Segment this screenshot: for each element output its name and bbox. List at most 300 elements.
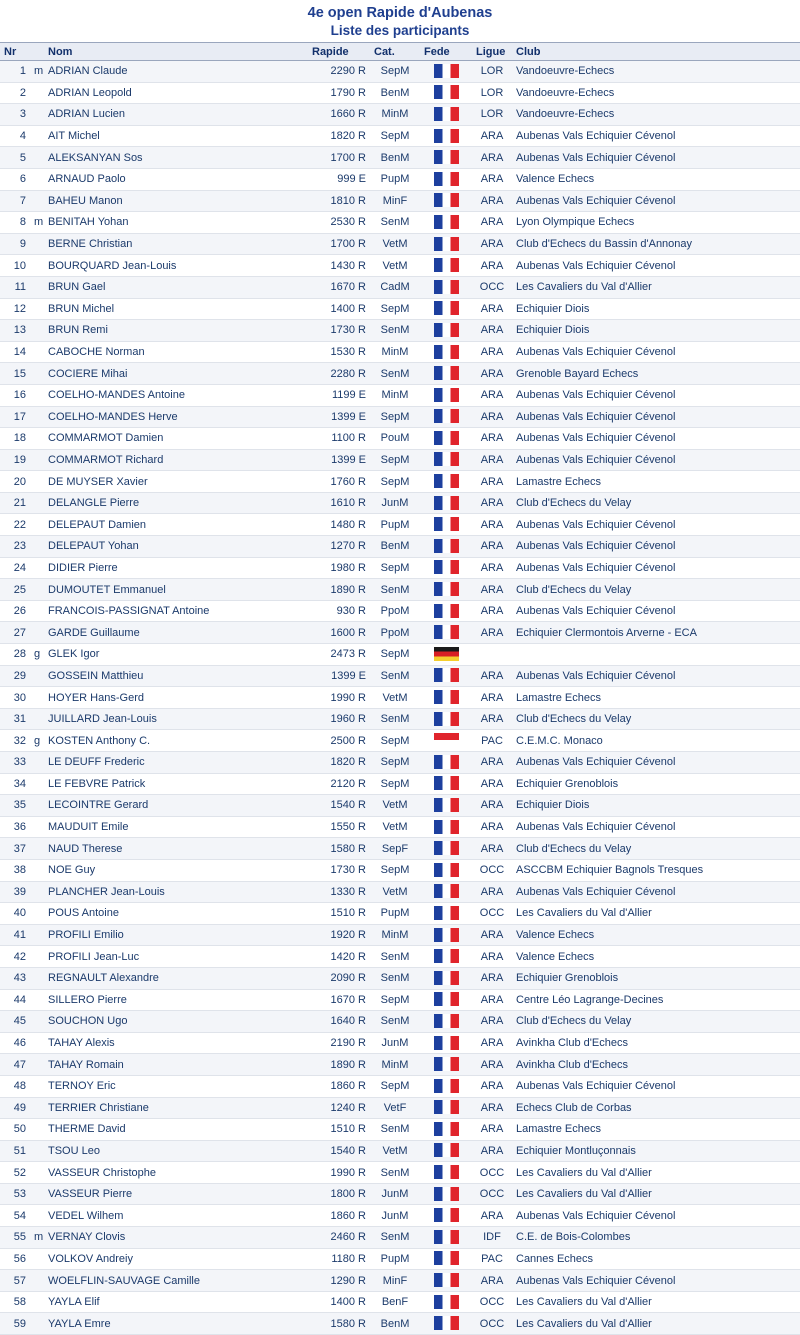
cell-cat: PupM [370,168,420,190]
table-row[interactable] [0,708,800,730]
cell-fede [420,406,472,428]
cell-fede [420,924,472,946]
cell-ligue: ARA [472,773,512,795]
flag-icon-fr [434,150,459,164]
cell-nr: 3 [0,104,30,126]
table-row[interactable] [0,752,800,774]
table-row[interactable] [0,233,800,255]
cell-name: BOURQUARD Jean-Louis [44,255,308,277]
cell-fede [420,61,472,83]
flag-icon-fr [434,1014,459,1028]
flag-icon-fr [434,1295,459,1309]
cell-ligue: ARA [472,536,512,558]
cell-name: COELHO-MANDES Antoine [44,384,308,406]
cell-cat: SenM [370,665,420,687]
cell-ligue: ARA [472,1032,512,1054]
cell-elo: 1800 R [308,1183,370,1205]
cell-title [30,168,44,190]
cell-name: ADRIAN Leopold [44,82,308,104]
cell-name: AIT Michel [44,125,308,147]
table-row[interactable] [0,687,800,709]
cell-name: BRUN Michel [44,298,308,320]
column-header-club[interactable]: Club [512,43,800,61]
cell-nr: 26 [0,600,30,622]
cell-title [30,1291,44,1313]
cell-elo: 1810 R [308,190,370,212]
cell-fede [420,665,472,687]
cell-club: Vandoeuvre-Echecs [512,61,800,83]
table-row[interactable] [0,384,800,406]
cell-cat: MinM [370,1054,420,1076]
cell-title [30,363,44,385]
cell-fede [420,600,472,622]
cell-elo: 1960 R [308,708,370,730]
cell-title [30,946,44,968]
cell-title [30,859,44,881]
flag-icon-fr [434,1316,459,1330]
cell-elo: 1430 R [308,255,370,277]
cell-title [30,903,44,925]
cell-ligue: ARA [472,1205,512,1227]
cell-elo: 2120 R [308,773,370,795]
cell-title [30,82,44,104]
flag-icon-fr [434,949,459,963]
cell-name: PROFILI Emilio [44,924,308,946]
cell-cat: SepM [370,298,420,320]
table-row[interactable] [0,125,800,147]
cell-club: Lamastre Echecs [512,687,800,709]
cell-ligue: ARA [472,341,512,363]
cell-fede [420,687,472,709]
cell-club: Centre Léo Lagrange-Decines [512,989,800,1011]
cell-fede [420,125,472,147]
table-row[interactable] [0,320,800,342]
table-row[interactable] [0,795,800,817]
cell-ligue: OCC [472,1162,512,1184]
cell-nr: 10 [0,255,30,277]
cell-ligue: ARA [472,1054,512,1076]
cell-nr: 4 [0,125,30,147]
cell-club: Aubenas Vals Echiquier Cévenol [512,428,800,450]
table-row[interactable] [0,1313,800,1335]
cell-name: KOSTEN Anthony C. [44,730,308,752]
cell-ligue [472,644,512,666]
cell-title [30,320,44,342]
flag-icon-fr [434,366,459,380]
cell-name: VERNAY Clovis [44,1227,308,1249]
table-row[interactable] [0,1119,800,1141]
flag-icon-fr [434,712,459,726]
cell-club: Lyon Olympique Echecs [512,212,800,234]
table-row[interactable] [0,924,800,946]
table-row[interactable] [0,1054,800,1076]
flag-icon-fr [434,906,459,920]
cell-club: Aubenas Vals Echiquier Cévenol [512,341,800,363]
cell-cat: SenM [370,1227,420,1249]
cell-nr: 39 [0,881,30,903]
table-row[interactable] [0,1032,800,1054]
cell-elo: 2280 R [308,363,370,385]
cell-cat: BenM [370,1313,420,1335]
cell-elo: 1990 R [308,1162,370,1184]
cell-nr: 14 [0,341,30,363]
cell-cat: VetM [370,687,420,709]
cell-nr: 34 [0,773,30,795]
table-row[interactable] [0,903,800,925]
cell-title [30,514,44,536]
cell-name: NOE Guy [44,859,308,881]
cell-fede [420,82,472,104]
table-row[interactable] [0,730,800,752]
cell-fede [420,536,472,558]
table-row[interactable] [0,61,800,83]
cell-club: Aubenas Vals Echiquier Cévenol [512,406,800,428]
cell-elo: 1860 R [308,1205,370,1227]
table-row[interactable] [0,1248,800,1270]
cell-nr: 19 [0,449,30,471]
cell-title [30,255,44,277]
table-row[interactable] [0,1270,800,1292]
flag-icon-fr [434,323,459,337]
cell-fede [420,276,472,298]
cell-fede [420,579,472,601]
cell-club: Club d'Echecs du Velay [512,708,800,730]
flag-icon-fr [434,1100,459,1114]
cell-nr: 56 [0,1248,30,1270]
flag-icon-fr [434,1036,459,1050]
cell-ligue: LOR [472,82,512,104]
cell-elo: 1730 R [308,859,370,881]
cell-fede [420,752,472,774]
cell-name: DIDIER Pierre [44,557,308,579]
cell-cat: MinM [370,384,420,406]
cell-fede [420,1313,472,1335]
cell-ligue: ARA [472,989,512,1011]
cell-club: Les Cavaliers du Val d'Allier [512,903,800,925]
cell-nr: 9 [0,233,30,255]
cell-fede [420,1054,472,1076]
cell-cat: SepM [370,989,420,1011]
table-row[interactable] [0,579,800,601]
table-row[interactable] [0,838,800,860]
cell-club: Aubenas Vals Echiquier Cévenol [512,255,800,277]
cell-title [30,881,44,903]
cell-fede [420,1291,472,1313]
table-row[interactable] [0,536,800,558]
table-row[interactable] [0,341,800,363]
table-row[interactable] [0,773,800,795]
cell-elo: 1580 R [308,1313,370,1335]
cell-cat: BenM [370,536,420,558]
cell-fede [420,795,472,817]
flag-icon-de [434,647,459,661]
cell-fede [420,168,472,190]
cell-cat: SepM [370,752,420,774]
cell-elo: 1670 R [308,276,370,298]
column-header-fede[interactable]: Fede [420,43,472,61]
cell-name: SOUCHON Ugo [44,1011,308,1033]
cell-nr: 48 [0,1075,30,1097]
flag-icon-fr [434,431,459,445]
flag-icon-fr [434,85,459,99]
flag-icon-fr [434,388,459,402]
cell-ligue: ARA [472,428,512,450]
table-row[interactable] [0,147,800,169]
cell-elo: 1660 R [308,104,370,126]
cell-club: Echiquier Montluçonnais [512,1140,800,1162]
table-row[interactable] [0,881,800,903]
cell-title [30,1313,44,1335]
column-header-nr[interactable]: Nr [0,43,30,61]
cell-fede [420,1270,472,1292]
page-title: 4e open Rapide d'Aubenas [307,5,493,21]
cell-name: ADRIAN Lucien [44,104,308,126]
cell-ligue: ARA [472,838,512,860]
flag-icon-fr [434,237,459,251]
cell-title [30,406,44,428]
cell-fede [420,1032,472,1054]
cell-fede [420,903,472,925]
cell-name: DELEPAUT Damien [44,514,308,536]
cell-nr: 11 [0,276,30,298]
cell-elo: 1540 R [308,795,370,817]
cell-elo: 1600 R [308,622,370,644]
table-row[interactable] [0,665,800,687]
cell-ligue: PAC [472,730,512,752]
cell-club: Les Cavaliers du Val d'Allier [512,1291,800,1313]
cell-nr: 7 [0,190,30,212]
cell-fede [420,384,472,406]
table-row[interactable] [0,82,800,104]
cell-fede [420,622,472,644]
cell-name: ALEKSANYAN Sos [44,147,308,169]
table-row[interactable] [0,1140,800,1162]
cell-club: Aubenas Vals Echiquier Cévenol [512,190,800,212]
cell-title [30,428,44,450]
flag-icon-fr [434,560,459,574]
cell-name: HOYER Hans-Gerd [44,687,308,709]
cell-nr: 53 [0,1183,30,1205]
cell-cat: SenM [370,579,420,601]
flag-icon-fr [434,107,459,121]
cell-elo: 2460 R [308,1227,370,1249]
cell-ligue: ARA [472,1140,512,1162]
cell-title [30,536,44,558]
flag-icon-fr [434,258,459,272]
table-row[interactable] [0,363,800,385]
cell-club: Vandoeuvre-Echecs [512,104,800,126]
cell-nr: 38 [0,859,30,881]
cell-elo: 1820 R [308,752,370,774]
cell-cat: VetM [370,881,420,903]
table-row[interactable] [0,104,800,126]
cell-title [30,449,44,471]
table-row[interactable] [0,1075,800,1097]
cell-ligue: ARA [472,816,512,838]
flag-icon-fr [434,604,459,618]
cell-name: BRUN Gael [44,276,308,298]
cell-name: BERNE Christian [44,233,308,255]
cell-title [30,190,44,212]
cell-ligue: ARA [472,449,512,471]
table-row[interactable] [0,406,800,428]
cell-club: Echiquier Grenoblois [512,773,800,795]
cell-title: m [30,1227,44,1249]
cell-fede [420,708,472,730]
table-row[interactable] [0,168,800,190]
flag-icon-fr [434,193,459,207]
table-row[interactable] [0,190,800,212]
cell-cat: SepF [370,838,420,860]
cell-fede [420,298,472,320]
table-row[interactable] [0,644,800,666]
table-row[interactable] [0,600,800,622]
flag-icon-fr [434,755,459,769]
cell-cat: VetF [370,1097,420,1119]
cell-elo: 1330 R [308,881,370,903]
table-row[interactable] [0,557,800,579]
cell-cat: PpoM [370,622,420,644]
cell-cat: MinM [370,341,420,363]
table-row[interactable] [0,1097,800,1119]
cell-nr: 47 [0,1054,30,1076]
cell-ligue: ARA [472,946,512,968]
cell-club: Aubenas Vals Echiquier Cévenol [512,514,800,536]
cell-title [30,276,44,298]
table-row[interactable] [0,428,800,450]
column-header-ligue[interactable]: Ligue [472,43,512,61]
column-header-rapide[interactable]: Rapide [308,43,370,61]
cell-club: Vandoeuvre-Echecs [512,82,800,104]
cell-title: g [30,644,44,666]
cell-title [30,773,44,795]
table-row[interactable] [0,1205,800,1227]
cell-fede [420,341,472,363]
table-row[interactable] [0,298,800,320]
flag-icon-fr [434,1273,459,1287]
cell-ligue: OCC [472,859,512,881]
cell-fede [420,1011,472,1033]
cell-nr: 25 [0,579,30,601]
flag-icon-fr [434,863,459,877]
flag-icon-fr [434,129,459,143]
table-row[interactable] [0,276,800,298]
page-subtitle: Liste des participants [330,23,470,38]
table-row[interactable] [0,967,800,989]
column-header-cat[interactable]: Cat. [370,43,420,61]
flag-icon-fr [434,64,459,78]
cell-elo: 1700 R [308,147,370,169]
table-row[interactable] [0,514,800,536]
cell-name: LECOINTRE Gerard [44,795,308,817]
table-row[interactable] [0,492,800,514]
cell-nr: 45 [0,1011,30,1033]
cell-fede [420,1119,472,1141]
cell-club: Avinkha Club d'Echecs [512,1054,800,1076]
column-header-name[interactable]: Nom [44,43,308,61]
cell-nr: 37 [0,838,30,860]
cell-title [30,125,44,147]
table-row[interactable] [0,816,800,838]
table-row[interactable] [0,989,800,1011]
cell-name: POUS Antoine [44,903,308,925]
cell-club: Echiquier Grenoblois [512,967,800,989]
table-row[interactable] [0,255,800,277]
table-row[interactable] [0,946,800,968]
table-row[interactable] [0,1291,800,1313]
cell-elo: 1240 R [308,1097,370,1119]
cell-ligue: OCC [472,1313,512,1335]
cell-cat: SepM [370,406,420,428]
cell-name: LE FEBVRE Patrick [44,773,308,795]
cell-fede [420,1205,472,1227]
table-row[interactable] [0,449,800,471]
cell-nr: 50 [0,1119,30,1141]
cell-elo: 1199 E [308,384,370,406]
cell-nr: 23 [0,536,30,558]
cell-ligue: ARA [472,1119,512,1141]
cell-club: Aubenas Vals Echiquier Cévenol [512,384,800,406]
cell-nr: 59 [0,1313,30,1335]
cell-nr: 2 [0,82,30,104]
table-row[interactable] [0,1183,800,1205]
cell-nr: 49 [0,1097,30,1119]
table-row[interactable] [0,622,800,644]
cell-cat: SenM [370,212,420,234]
cell-title [30,924,44,946]
table-row[interactable] [0,859,800,881]
table-row[interactable] [0,1227,800,1249]
cell-cat: VetM [370,255,420,277]
cell-cat: SepM [370,859,420,881]
cell-elo: 1890 R [308,579,370,601]
cell-fede [420,881,472,903]
cell-club: Les Cavaliers du Val d'Allier [512,1183,800,1205]
table-row[interactable] [0,1011,800,1033]
flag-icon-fr [434,345,459,359]
cell-fede [420,492,472,514]
table-row[interactable] [0,1162,800,1184]
cell-fede [420,946,472,968]
table-row[interactable] [0,212,800,234]
cell-club: Club d'Echecs du Velay [512,1011,800,1033]
cell-name: YAYLA Emre [44,1313,308,1335]
cell-name: DELANGLE Pierre [44,492,308,514]
cell-club: Les Cavaliers du Val d'Allier [512,1313,800,1335]
cell-cat: BenF [370,1291,420,1313]
cell-fede [420,967,472,989]
cell-nr: 46 [0,1032,30,1054]
cell-elo: 1860 R [308,1075,370,1097]
cell-title [30,1248,44,1270]
cell-nr: 20 [0,471,30,493]
flag-icon-fr [434,301,459,315]
cell-elo: 999 E [308,168,370,190]
table-row[interactable] [0,471,800,493]
cell-name: NAUD Therese [44,838,308,860]
cell-title [30,341,44,363]
flag-icon-fr [434,517,459,531]
cell-ligue: ARA [472,255,512,277]
cell-club: Club d'Echecs du Velay [512,579,800,601]
cell-nr: 28 [0,644,30,666]
cell-title [30,104,44,126]
flag-icon-fr [434,172,459,186]
cell-ligue: ARA [472,687,512,709]
cell-club: Echecs Club de Corbas [512,1097,800,1119]
cell-name: PROFILI Jean-Luc [44,946,308,968]
cell-nr: 44 [0,989,30,1011]
